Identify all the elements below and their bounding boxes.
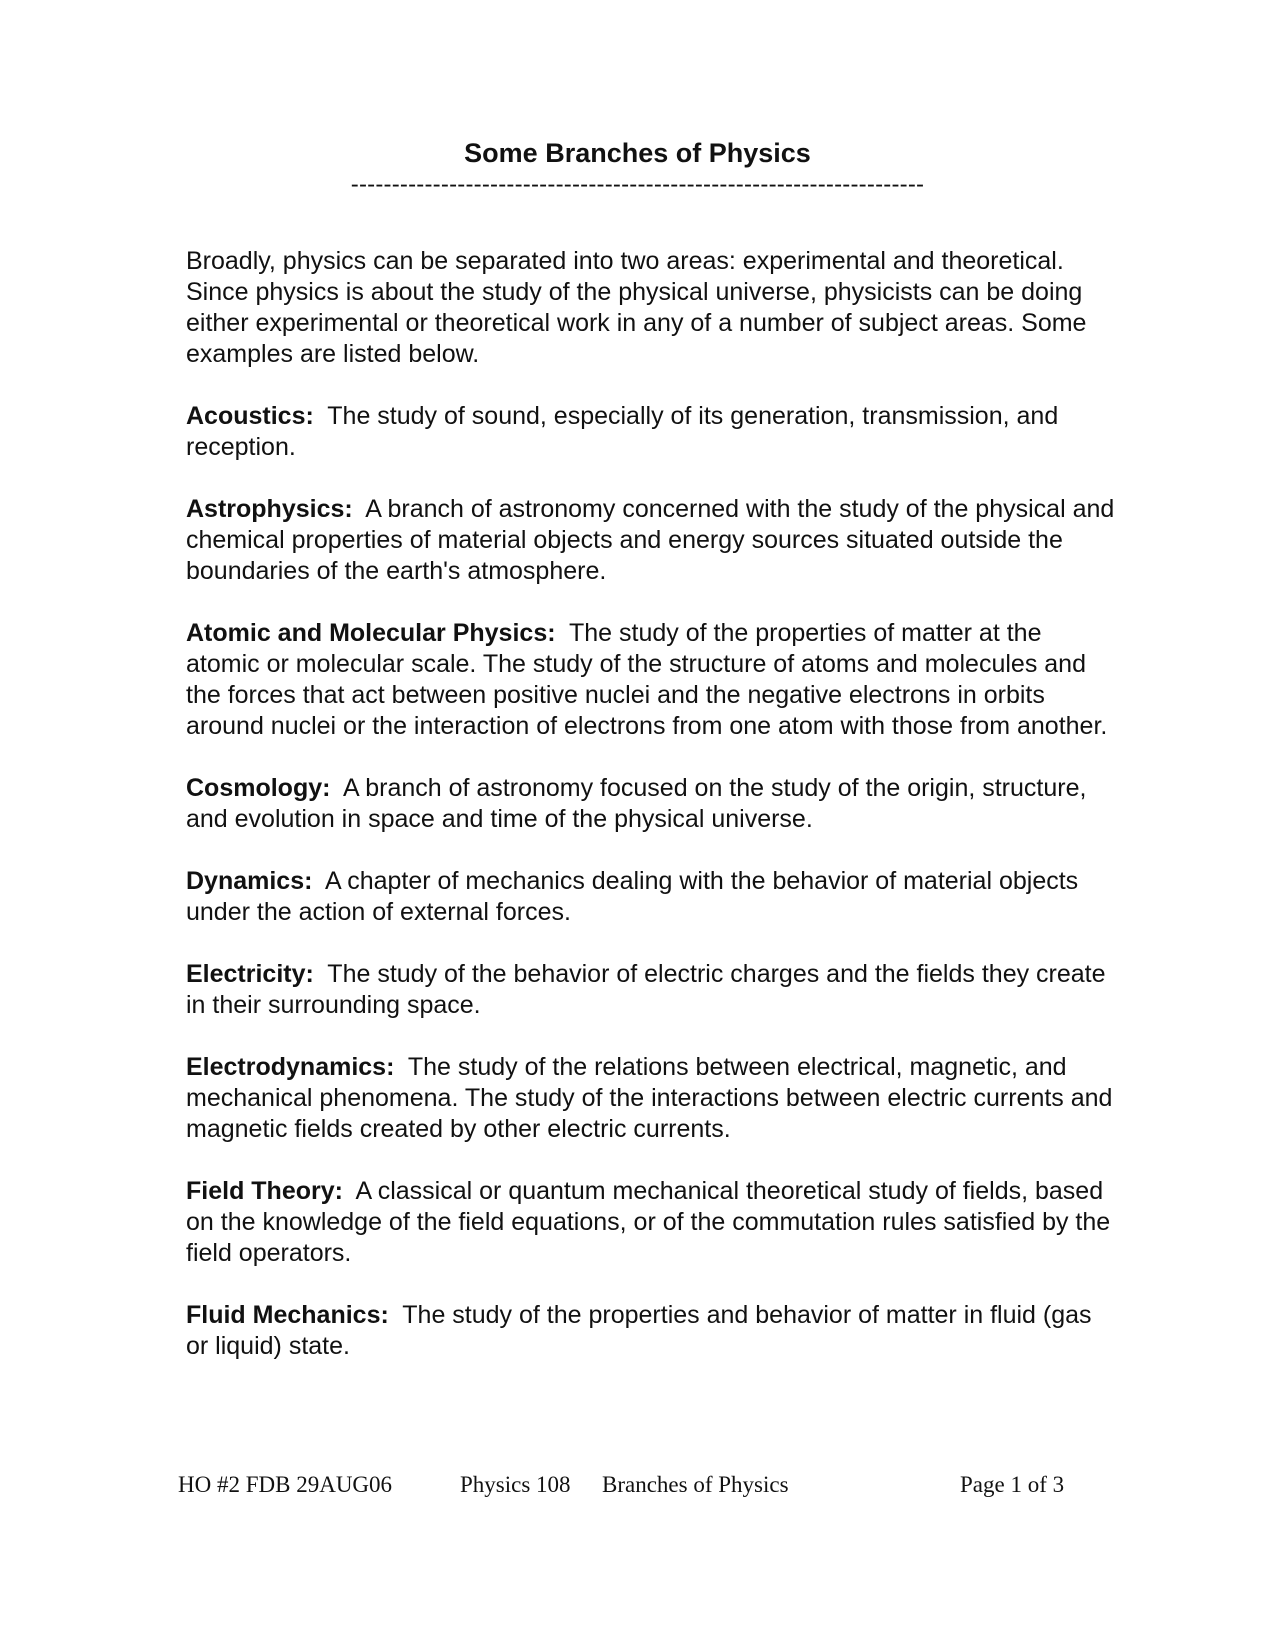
entry-term: Cosmology: — [186, 774, 331, 802]
entry-definition: The study of the relations between electrical, magnetic, and mechanical phenomena. The study of the interactions between electric currents and magnetic fields created by other electric currents. — [186, 1053, 1113, 1143]
entry-electricity — [186, 959, 1118, 1021]
entry-dynamics — [186, 866, 1118, 928]
entry-term: Electrodynamics: — [186, 1053, 395, 1081]
entry-electrodynamics — [186, 1052, 1118, 1145]
entry-atomic-molecular-physics — [186, 618, 1118, 742]
entry-definition: A classical or quantum mechanical theoretical study of fields, based on the knowledge of the field equations, or of the commutation rules satisfied by the field operators. — [186, 1177, 1111, 1267]
entry-term: Atomic and Molecular Physics: — [186, 619, 556, 647]
entry-cosmology — [186, 773, 1118, 835]
footer-topic: Branches of Physics — [602, 1472, 789, 1497]
entry-term: Acoustics: — [186, 402, 314, 430]
entry-term: Astrophysics: — [186, 495, 353, 523]
page-title: Some Branches of Physics — [464, 138, 811, 168]
entry-astrophysics — [186, 494, 1118, 587]
entry-definition: A branch of astronomy focused on the study of the origin, structure, and evolution in space and time of the physical universe. — [186, 774, 1087, 833]
entry-term: Fluid Mechanics: — [186, 1301, 389, 1329]
intro-paragraph: Broadly, physics can be separated into two areas: experimental and theoretical. Since physics is about the study of the physical universe, physicists can be doing either experimental or theoretical work in any of a number of subject areas. Some examples are listed below. — [186, 247, 1087, 368]
entry-definition: A branch of astronomy concerned with the study of the physical and chemical properties of material objects and energy sources situated outside the boundaries of the earth's atmosphere. — [186, 495, 1115, 585]
entry-definition: The study of sound, especially of its generation, transmission, and reception. — [186, 402, 1059, 461]
entry-acoustics — [186, 401, 1118, 463]
footer-course: Physics 108 — [460, 1472, 571, 1497]
footer-handout-id: HO #2 FDB 29AUG06 — [178, 1472, 393, 1497]
entry-definition: A chapter of mechanics dealing with the behavior of material objects under the action of external forces. — [186, 867, 1079, 926]
page-footer — [0, 1472, 1275, 1502]
entry-term: Field Theory: — [186, 1177, 343, 1205]
entry-fluid-mechanics — [186, 1300, 1118, 1362]
footer-page-number: Page 1 of 3 — [960, 1472, 1065, 1497]
entry-definition: The study of the properties of matter at the atomic or molecular scale. The study of the structure of atoms and molecules and the forces that act between positive nuclei and the negative electrons in orbits around nuclei or the interaction of electrons from one atom with those from another. — [186, 619, 1108, 740]
title-divider: ---------------------------------------------------------------------- — [350, 171, 925, 198]
entry-term: Dynamics: — [186, 867, 313, 895]
entry-definition: The study of the properties and behavior of matter in fluid (gas or liquid) state. — [186, 1301, 1092, 1360]
document-body — [186, 246, 1118, 1393]
entry-field-theory — [186, 1176, 1118, 1269]
entry-definition: The study of the behavior of electric charges and the fields they create in their surrounding space. — [186, 960, 1106, 1019]
entry-term: Electricity: — [186, 960, 314, 988]
